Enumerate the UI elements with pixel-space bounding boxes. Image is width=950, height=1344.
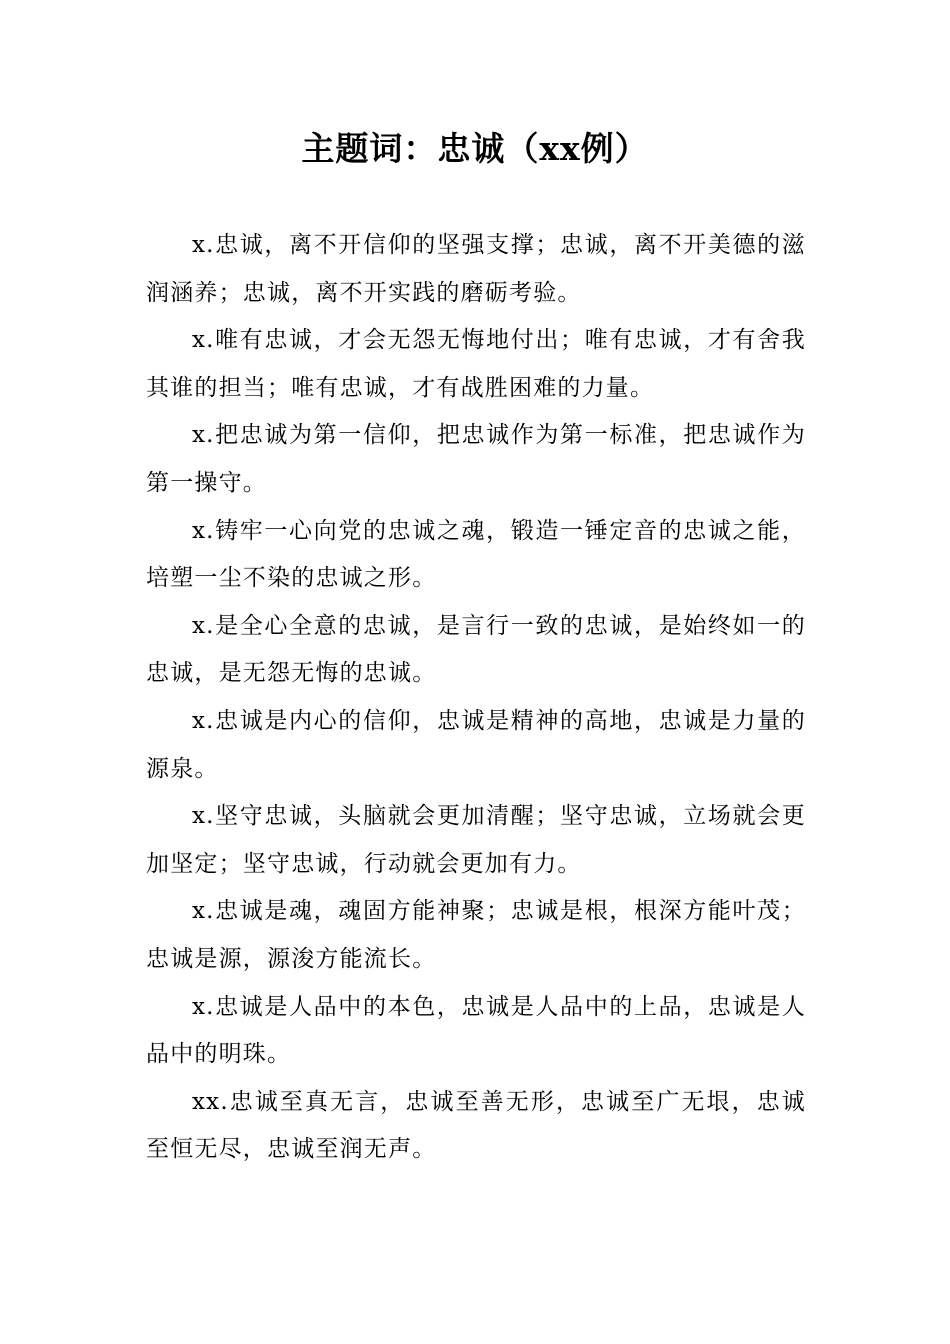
paragraph-5: x.是全心全意的忠诚，是言行一致的忠诚，是始终如一的忠诚，是无怨无悔的忠诚。 — [146, 612, 806, 687]
paragraph-10: xx.忠诚至真无言，忠诚至善无形，忠诚至广无垠，忠诚至恒无尽，忠诚至润无声。 — [146, 1088, 806, 1163]
paragraph-7: x.坚守忠诚，头脑就会更加清醒；坚守忠诚，立场就会更加坚定；坚守忠诚，行动就会更加有力。 — [146, 803, 806, 877]
document-body — [146, 222, 806, 1174]
paragraph-3: x.把忠诚为第一信仰，把忠诚作为第一标准，把忠诚作为第一操守。 — [146, 422, 806, 496]
paragraph-6: x.忠诚是内心的信仰，忠诚是精神的高地，忠诚是力量的源泉。 — [146, 707, 806, 782]
paragraph-1: x.忠诚，离不开信仰的坚强支撑；忠诚，离不开美德的滋润涵养；忠诚，离不开实践的磨砺考验。 — [146, 232, 806, 306]
paragraph-8: x.忠诚是魂，魂固方能神聚；忠诚是根，根深方能叶茂；忠诚是源，源浚方能流长。 — [146, 898, 806, 972]
paragraph-2: x.唯有忠诚，才会无怨无悔地付出；唯有忠诚，才有舍我其谁的担当；唯有忠诚，才有战胜困难的力量。 — [146, 327, 806, 401]
paragraph-9: x.忠诚是人品中的本色，忠诚是人品中的上品，忠诚是人品中的明珠。 — [146, 993, 806, 1068]
paragraph-4: x.铸牢一心向党的忠诚之魂，锻造一锤定音的忠诚之能，培塑一尘不染的忠诚之形。 — [146, 517, 806, 592]
document-title: 主题词：忠诚（xx例） — [301, 129, 649, 168]
